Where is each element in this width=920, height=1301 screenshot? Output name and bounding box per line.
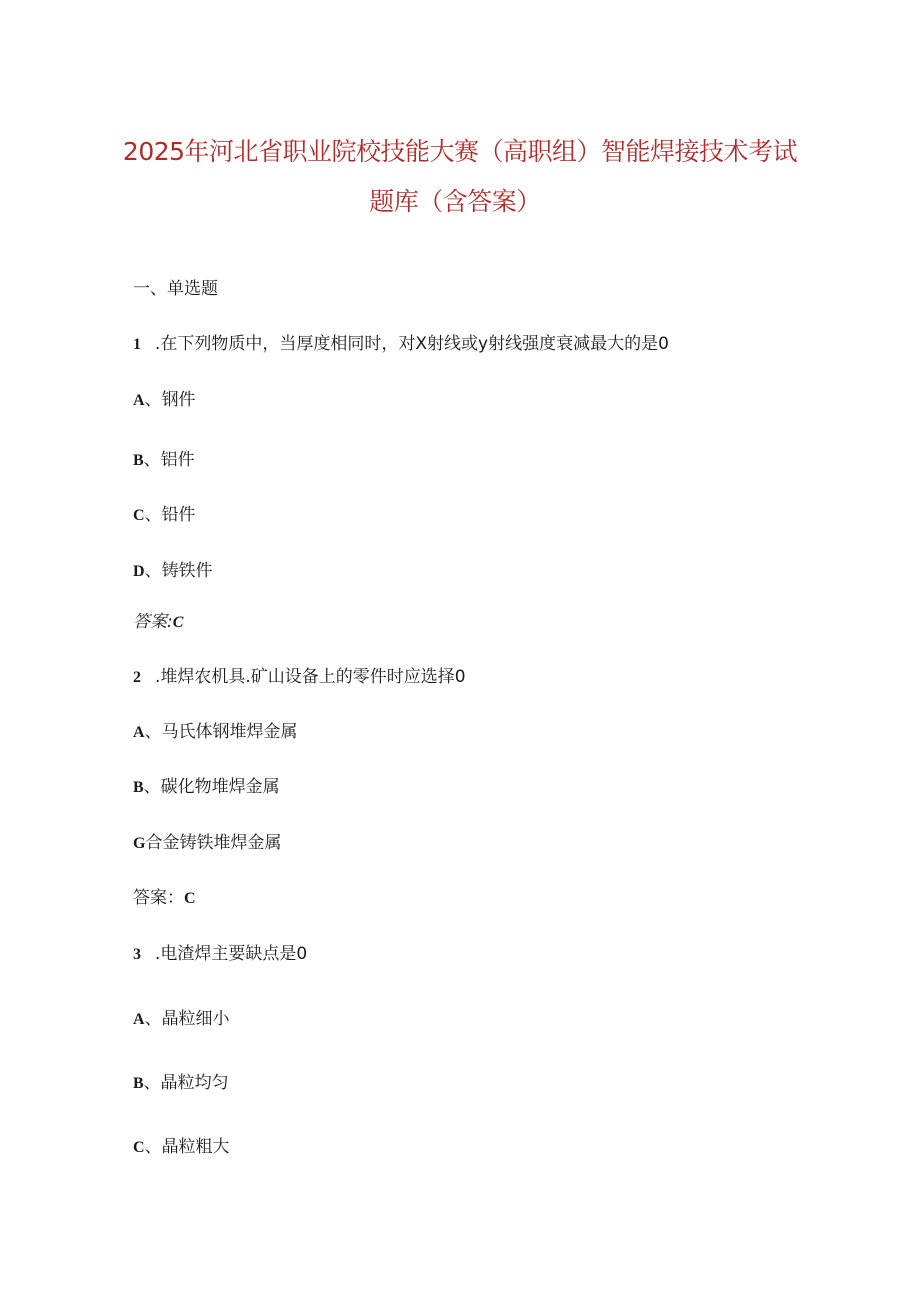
document-title-line-1: 2025年河北省职业院校技能大赛（高职组）智能焊接技术考试 [122, 137, 798, 166]
option-1d: D、铸铁件 [133, 561, 213, 581]
option-2b: B、碳化物堆焊金属 [133, 777, 280, 797]
document-title-line-2: 题库（含答案） [369, 187, 541, 216]
option-1c: C、铅件 [133, 505, 196, 525]
option-2a: A、马氏体钢堆焊金属 [133, 722, 298, 742]
option-2c: G合金铸铁堆焊金属 [133, 833, 282, 853]
question-number: 1 [133, 336, 141, 353]
question-text: .在下列物质中，当厚度相同时，对X射线或y射线强度衰减最大的是0 [155, 334, 669, 354]
question-1 [133, 333, 669, 356]
question-text: .堆焊农机具.矿山设备上的零件时应选择0 [155, 667, 466, 687]
question-number: 3 [133, 946, 141, 963]
option-1a: A、钢件 [133, 390, 196, 410]
section-heading: 一、单选题 [133, 279, 218, 299]
question-number: 2 [133, 669, 141, 686]
question-3 [133, 943, 307, 966]
option-1b: B、铝件 [133, 450, 195, 470]
question-text: .电渣焊主要缺点是0 [155, 944, 308, 964]
option-3a: A、晶粒细小 [133, 1009, 230, 1029]
question-2 [133, 666, 466, 689]
answer-1: 答案:C [133, 612, 184, 632]
option-3b: B、晶粒均匀 [133, 1073, 229, 1093]
option-3c: C、晶粒粗大 [133, 1137, 230, 1157]
answer-2: 答案：C [133, 888, 196, 908]
